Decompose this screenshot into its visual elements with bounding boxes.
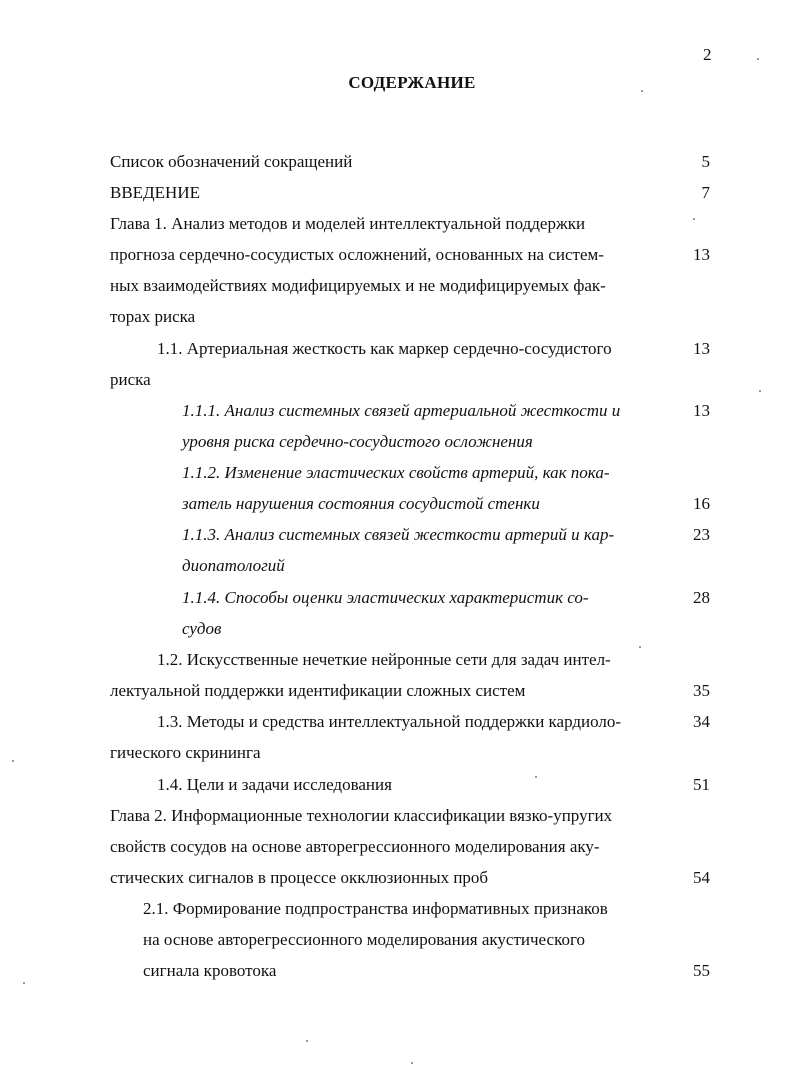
toc-entry-text: 2.1. Формирование подпространства информативных признаков — [143, 899, 608, 918]
toc-entry-page: 23 — [693, 525, 710, 544]
page-title: СОДЕРЖАНИЕ — [348, 73, 476, 92]
scan-speck — [757, 58, 759, 60]
toc-entry-text: 1.1. Артериальная жесткость как маркер сердечно-сосудистого — [157, 339, 612, 358]
toc-entry-text: лектуальной поддержки идентификации сложных систем — [110, 681, 526, 700]
toc-entry-page: 13 — [693, 339, 710, 358]
toc-entry-text: 1.4. Цели и задачи исследования — [157, 775, 392, 794]
toc-entry-text: 1.1.1. Анализ системных связей артериальной жесткости и — [182, 401, 621, 420]
toc-entry-text: риска — [110, 370, 151, 389]
toc-entry-text: свойств сосудов на основе авторегрессионного моделирования аку- — [110, 837, 600, 856]
toc-entry-page: 13 — [693, 401, 710, 420]
scan-speck — [693, 218, 695, 220]
scan-speck — [306, 1040, 308, 1042]
toc-entry-page: 54 — [693, 868, 710, 887]
scan-speck — [639, 646, 641, 648]
toc-entry-text: на основе авторегрессионного моделирования акустического — [143, 930, 586, 949]
scan-speck — [641, 90, 643, 92]
toc-entry-page: 51 — [693, 775, 710, 794]
toc-entry-page: 34 — [693, 712, 710, 731]
toc-entry-text: уровня риска сердечно-сосудистого осложнения — [182, 432, 533, 451]
toc-entry-text: затель нарушения состояния сосудистой стенки — [182, 494, 540, 513]
toc-entry-text: Глава 2. Информационные технологии классификации вязко-упругих — [110, 806, 613, 825]
toc-entry-text: ных взаимодействиях модифицируемых и не модифицируемых фак- — [110, 276, 606, 295]
toc-entry-text: гического скрининга — [110, 743, 261, 762]
toc-entry-text: Глава 1. Анализ методов и моделей интеллектуальной поддержки — [110, 214, 586, 233]
toc-entry-page: 13 — [693, 245, 710, 264]
toc-entry-text: торах риска — [110, 307, 196, 326]
toc-entry-text: сигнала кровотока — [143, 961, 277, 980]
scan-speck — [411, 1062, 413, 1064]
toc-entry-page: 5 — [701, 152, 710, 171]
toc-entry-page: 16 — [693, 494, 710, 513]
toc-entry-page: 55 — [693, 961, 710, 980]
toc-entry-text: 1.1.2. Изменение эластических свойств артерий, как пока- — [182, 463, 610, 482]
toc-entry-text: 1.2. Искусственные нечеткие нейронные сети для задач интел- — [157, 650, 611, 669]
toc-entry-text: 1.1.3. Анализ системных связей жесткости артерий и кар- — [182, 525, 615, 544]
toc-entry-text: ВВЕДЕНИЕ — [110, 183, 200, 202]
page-number: 2 — [703, 45, 712, 64]
toc-entry-text: Список обозначений сокращений — [110, 152, 353, 171]
toc-entry-text: судов — [182, 619, 222, 638]
toc-entry-page: 35 — [693, 681, 710, 700]
toc-entry-text: стических сигналов в процессе окклюзионных проб — [110, 868, 489, 887]
scan-speck — [535, 776, 537, 778]
toc-entry-page: 7 — [701, 183, 710, 202]
toc-entry-page: 28 — [693, 588, 710, 607]
scan-speck — [23, 982, 25, 984]
scan-speck — [12, 760, 14, 762]
scan-speck — [759, 390, 761, 392]
toc-entry-text: диопатологий — [182, 556, 285, 575]
toc-entry-text: 1.1.4. Способы оценки эластических характеристик со- — [182, 588, 589, 607]
toc-entry-text: 1.3. Методы и средства интеллектуальной поддержки кардиоло- — [157, 712, 622, 731]
toc-entry-text: прогноза сердечно-сосудистых осложнений, основанных на систем- — [110, 245, 604, 264]
